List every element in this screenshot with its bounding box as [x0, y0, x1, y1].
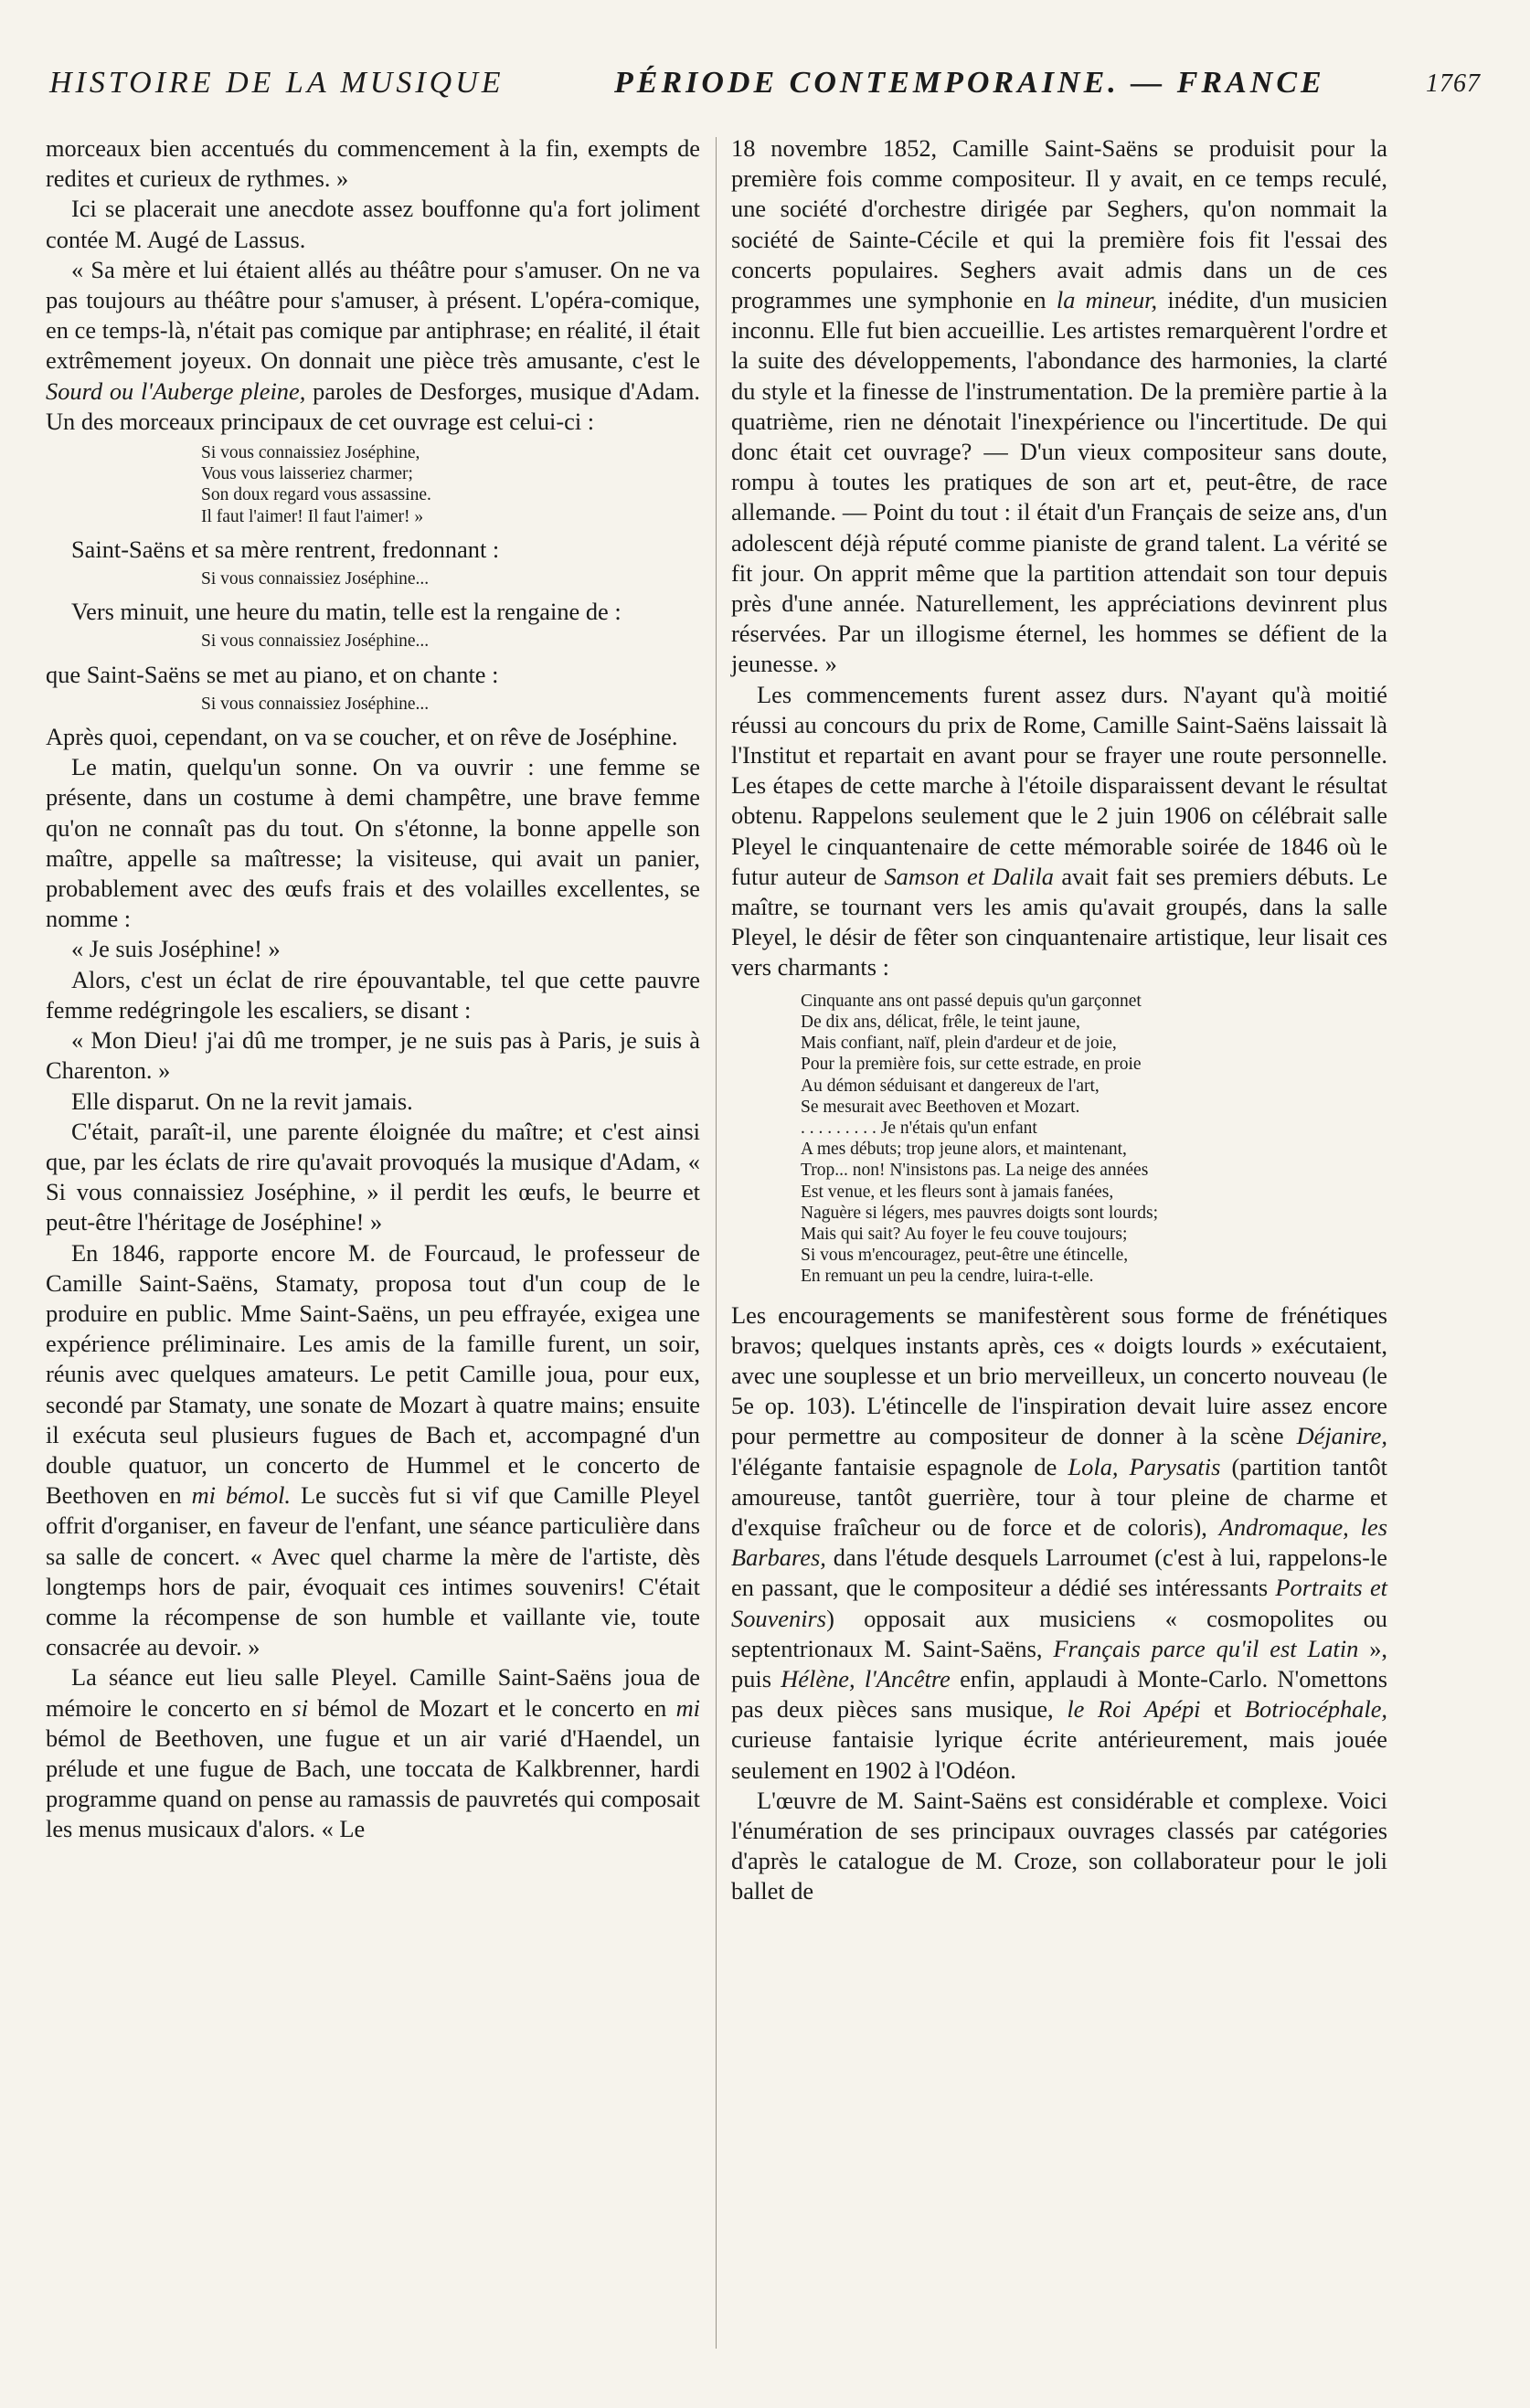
verse-line: Trop... non! N'insistons pas. La neige des années [801, 1161, 1149, 1181]
paragraph: L'œuvre de M. Saint-Saëns est considérable et complexe. Voici l'énumération de ses principaux ouvrages classés par catégories d'après le catalogue de M. Croze, son collaborateur pour le joli ballet de [731, 1786, 1387, 1905]
verse-line: De dix ans, délicat, frêle, le teint jaune, [801, 1012, 1080, 1032]
verse-line: Son doux regard vous assassine. [201, 485, 431, 505]
paragraph: que Saint-Saëns se met au piano, et on chante : [46, 660, 499, 688]
verse-line: Mais confiant, naïf, plein d'ardeur et de joie, [801, 1034, 1117, 1054]
verse-line: Est venue, et les fleurs sont à jamais fanées, [801, 1182, 1114, 1202]
refrain-quote: Si vous connaissiez Joséphine... [201, 631, 430, 652]
paragraph: « Sa mère et lui étaient allés au théâtre pour s'amuser. On ne va pas toujours au théâtre pour s'amuser, à présent. L'opéra-comique, en ce temps-là, n'était pas comique par antiphrase; en réalité, il était extrêmement joyeux. On donnait une pièce très amusante, c'est le Sourd ou l'Auberge pleine, paroles de Desforges, musique d'Adam. Un des morceaux principaux de cet ouvrage est celui-ci : [46, 255, 700, 435]
verse-line: Au démon séduisant et dangereux de l'art, [801, 1076, 1100, 1096]
paragraph: C'était, paraît-il, une parente éloignée du maître; et c'est ainsi que, par les éclats de rire qu'avait provoqués la musique d'Adam, « Si vous connaissiez Joséphine, » il perdit les œufs, le beurre et peut-être l'héritage de Joséphine! » [46, 1117, 700, 1236]
paragraph: 18 novembre 1852, Camille Saint-Saëns se produisit pour la première fois comme compositeur. Il y avait, en ce temps reculé, une société d'orchestre dirigée par Seghers, qu'on nommait la société de Sainte-Cécile et qui la première fois fit l'essai des concerts populaires. Seghers avait admis dans un de ces programmes une symphonie en la mineur, inédite, d'un musicien inconnu. Elle fut bien accueillie. Les artistes remarquèrent l'ordre et la suite des développements, l'abondance des harmonies, la clarté du style et la finesse de l'instrumentation. De la première partie à la quatrième, rien ne dénotait l'inexpérience ou l'incertitude. De qui donc était cet ouvrage? — D'un vieux compositeur sans doute, rompu à toutes les pratiques de son art et, peut-être, de race allemande. — Point du tout : il était d'un Français de seize ans, d'un adolescent déjà réputé comme pianiste de grand talent. La vérité se fit jour. On apprit même que la partition attendait son tour depuis près d'une année. Naturellement, les appréciations devinrent plus réservées. Par un illogisme éternel, les hommes se défient de la jeunesse. » [731, 134, 1388, 678]
paragraph: Saint-Saëns et sa mère rentrent, fredonnant : [71, 535, 500, 563]
paragraph: La séance eut lieu salle Pleyel. Camille Saint-Saëns joua de mémoire le concerto en si bémol de Mozart et le concerto en mi bémol de Beethoven, une fugue et un air varié d'Haendel, un prélude et une fugue de Bach, une toccata de Kalkbrenner, hardi programme quand on pense au ramassis de pauvretés qui composait les menus musicaux d'alors. « Le [46, 1663, 701, 1843]
verse-line: En remuant un peu la cendre, luira-t-elle. [801, 1267, 1094, 1287]
paragraph: En 1846, rapporte encore M. de Fourcaud, le professeur de Camille Saint-Saëns, Stamaty, proposa tout d'un coup de le produire en public. Mme Saint-Saëns, un peu effrayée, exigea une expérience préliminaire. Les amis de la famille furent, un soir, réunis avec quelques amateurs. Le petit Camille joua, pour eux, secondé par Stamaty, une sonate de Mozart à quatre mains; ensuite il exécuta seul plusieurs fugues de Bach et, accompagné d'un double quatuor, un concerto de Hummel et le concerto de Beethoven en mi bémol. Le succès fut si vif que Camille Pleyel offrit d'organiser, en faveur de l'enfant, une séance particulière dans sa salle de concert. « Avec quel charme la mère de l'artiste, dès longtemps hors de pair, évoquait ces intimes souvenirs! C'était comme la récompense de son humble et vaillante vie, toute consacrée au devoir. » [46, 1238, 700, 1661]
paragraph: Vers minuit, une heure du matin, telle est la rengaine de : [71, 598, 622, 626]
verse-line: . . . . . . . . . Je n'étais qu'un enfant [801, 1118, 1037, 1138]
verse-line: Vous vous laisseriez charmer; [201, 464, 413, 484]
paragraph: Ici se placerait une anecdote assez bouffonne qu'a fort joliment contée M. Augé de Lassus. [46, 195, 700, 253]
paragraph: Après quoi, cependant, on va se coucher, et on rêve de Joséphine. [46, 723, 678, 751]
header-book-title: HISTOIRE DE LA MUSIQUE [49, 66, 505, 100]
paragraph: Le matin, quelqu'un sonne. On va ouvrir : une femme se présente, dans un costume à demi champêtre, une brave femme qu'on ne connaît pas du tout. On s'étonne, la bonne appelle son maître, appelle sa maîtresse; la visiteuse, qui avait un panier, probablement avec des œufs frais et des volailles excellentes, se nomme : [46, 753, 700, 933]
paragraph: Les encouragements se manifestèrent sous forme de frénétiques bravos; quelques instants après, ces « doigts lourds » exécutaient, avec une souplesse et un brio merveilleux, un concerto nouveau (le 5e op. 103). L'étincelle de l'inspiration devait luire assez encore pour permettre au compositeur de donner à la scène Déjanire, l'élégante fantaisie espagnole de Lola, Parysatis (partition tantôt amoureuse, tantôt guerrière, tour à tour pleine de charme et d'exquise fraîcheur ou de force et de coloris), Andromaque, les Barbares, dans l'étude desquels Larroumet (c'est à lui, rappelons-le en passant, que le compositeur a dédié ses intéressants Portraits et Souvenirs) opposait aux musiciens « cosmopolites ou septentrionaux M. Saint-Saëns, Français parce qu'il est Latin », puis Hélène, l'Ancêtre enfin, applaudi à Monte-Carlo. N'omettons pas deux pièces sans musique, le Roi Apépi et Botriocéphale, curieuse fantaisie lyrique écrite antérieurement, mais jouée seulement en 1902 à l'Odéon. [731, 1300, 1388, 1784]
paragraph: « Je suis Joséphine! » [71, 935, 281, 963]
verse-line: Si vous m'encouragez, peut-être une étincelle, [801, 1246, 1129, 1266]
paragraph: morceaux bien accentués du commencement à la fin, exempts de redites et curieux de rythmes. » [46, 134, 700, 193]
left-column [46, 133, 700, 1845]
paragraph: Elle disparut. On ne la revit jamais. [71, 1087, 413, 1115]
refrain-quote: Si vous connaissiez Joséphine... [201, 569, 430, 589]
paragraph: Les commencements furent assez durs. N'ayant qu'à moitié réussi au concours du prix de Rome, Camille Saint-Saëns laissait là l'Institut et repartait en avant pour se frayer une route personnelle. Les étapes de cette marche à l'étoile disparaissent devant le résultat obtenu. Rappelons seulement que le 2 juin 1906 on célébrait salle Pleyel le cinquantenaire de cette mémorable soirée de 1846 où le futur auteur de Samson et Dalila avait fait ses premiers débuts. Le maître, se tournant vers les amis qu'avait groupés, dans la salle Pleyel, le désir de fêter son cinquantenaire artistique, leur lisait ces vers charmants : [731, 680, 1387, 981]
song-quote [46, 437, 700, 535]
paragraph: « Mon Dieu! j'ai dû me tromper, je ne suis pas à Paris, je suis à Charenton. » [46, 1026, 700, 1085]
page-number: 1767 [1426, 69, 1481, 98]
verse-line: A mes débuts; trop jeune alors, et maintenant, [801, 1140, 1127, 1160]
verse-line: Cinquante ans ont passé depuis qu'un garçonnet [801, 991, 1142, 1011]
verse-line: Se mesurait avec Beethoven et Mozart. [801, 1097, 1080, 1117]
poem-quote [731, 983, 1387, 1300]
verse-line: Mais qui sait? Au foyer le feu couve toujours; [801, 1224, 1128, 1244]
verse-line: Si vous connaissiez Joséphine, [201, 443, 420, 463]
header-section-title: PÉRIODE CONTEMPORAINE. — FRANCE [614, 66, 1325, 100]
verse-line: Il faut l'aimer! Il faut l'aimer! » [201, 506, 424, 526]
running-header [46, 66, 1484, 111]
paragraph: Alors, c'est un éclat de rire épouvantable, tel que cette pauvre femme redégringole les escaliers, se disant : [46, 965, 700, 1024]
column-divider [716, 137, 717, 2349]
work-title: Sourd ou l'Auberge pleine, [46, 377, 306, 405]
verse-line: Naguère si légers, mes pauvres doigts sont lourds; [801, 1203, 1159, 1223]
refrain-quote: Si vous connaissiez Joséphine... [201, 694, 430, 714]
right-column [731, 133, 1387, 1907]
verse-line: Pour la première fois, sur cette estrade, en proie [801, 1055, 1142, 1075]
